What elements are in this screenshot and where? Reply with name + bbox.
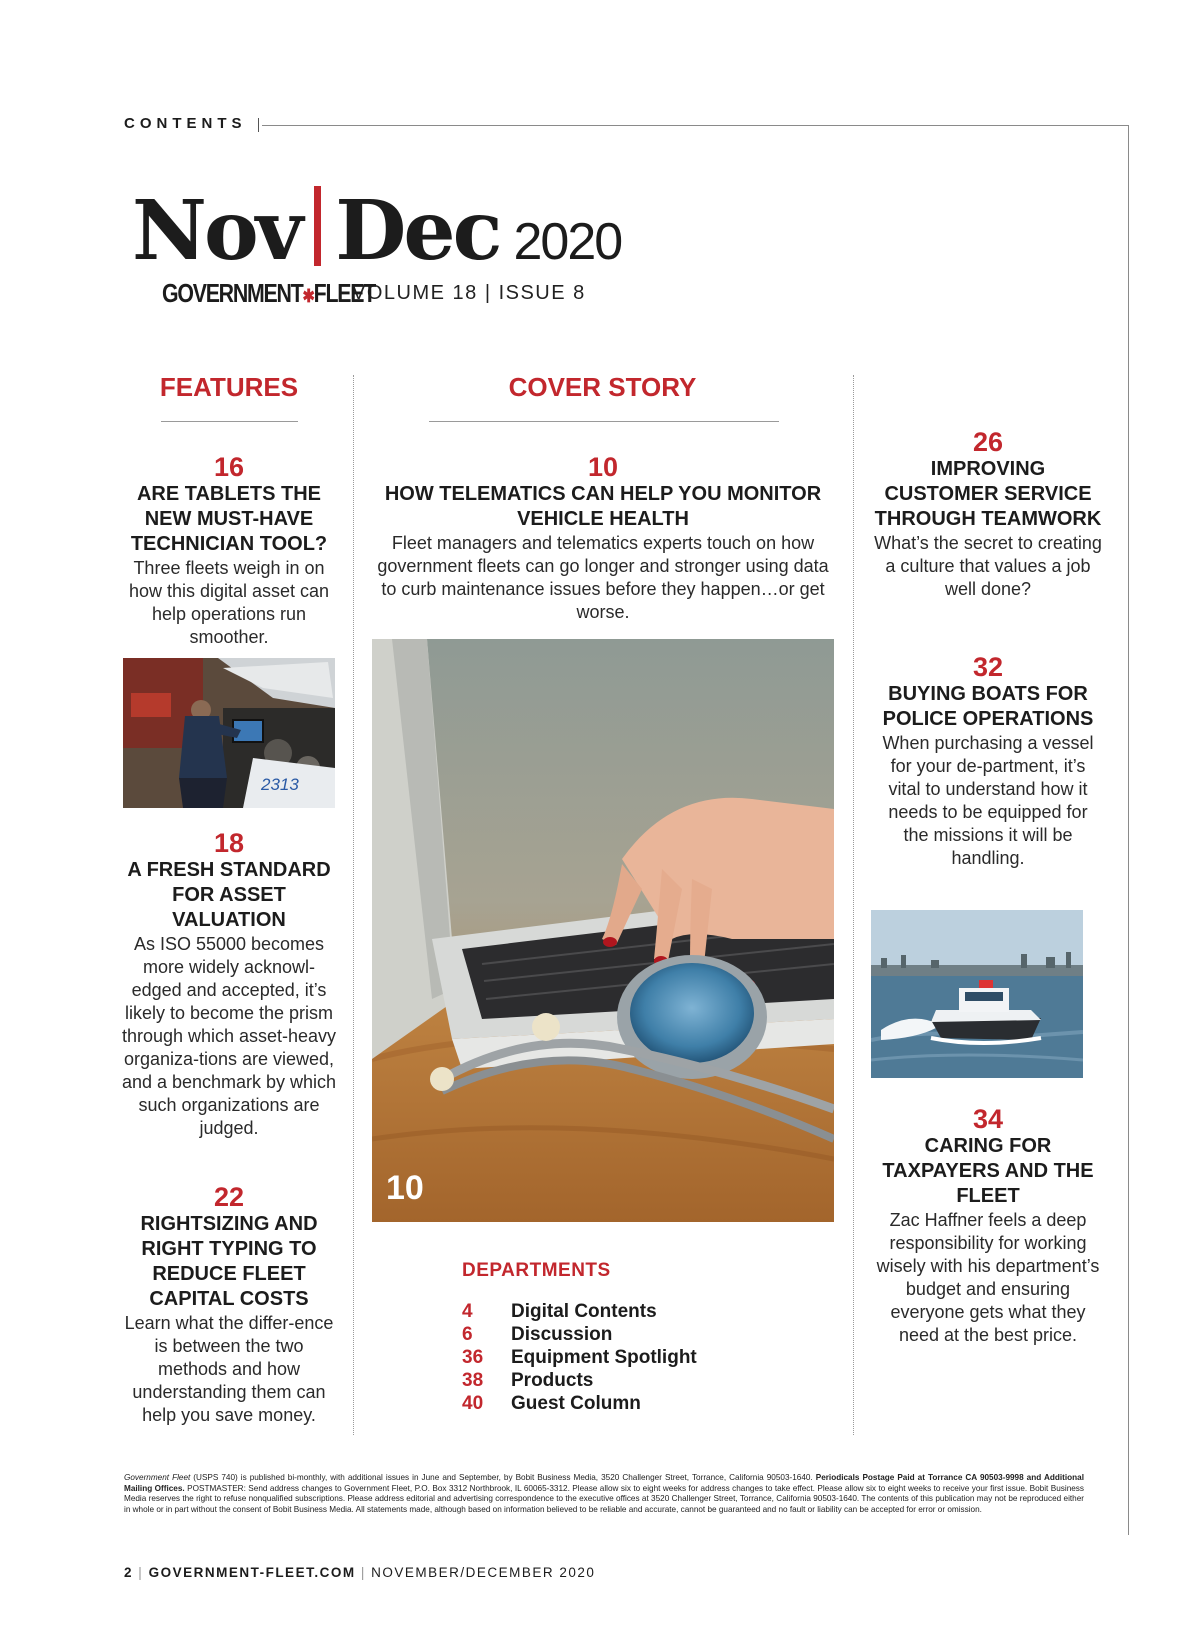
cover-story-rule xyxy=(429,421,779,422)
story-title: HOW TELEMATICS CAN HELP YOU MONITOR VEHICLE HEALTH xyxy=(384,483,822,530)
story-page-number: 22 xyxy=(213,1182,245,1212)
story-page-number: 34 xyxy=(972,1104,1004,1134)
department-page: 4 xyxy=(462,1301,473,1322)
department-page: 38 xyxy=(462,1370,484,1391)
cover-story-heading: COVER STORY xyxy=(508,372,697,402)
police-boat-illustration xyxy=(871,910,1083,1078)
footer-page-number: 2 xyxy=(124,1565,134,1580)
department-label: Discussion xyxy=(511,1324,613,1345)
feature-story-32[interactable] xyxy=(866,652,1110,870)
department-page: 40 xyxy=(462,1393,484,1414)
legal-pub-name: Government Fleet xyxy=(124,1473,191,1482)
cover-laptop-stethoscope-photo xyxy=(372,639,834,1222)
department-item-guest-column[interactable] xyxy=(462,1392,641,1415)
department-item-digital-contents[interactable] xyxy=(462,1300,657,1323)
story-title: A FRESH STANDARD FOR ASSET VALUATION xyxy=(127,859,331,931)
cover-story-10[interactable] xyxy=(372,452,834,624)
department-item-equipment-spotlight[interactable] xyxy=(462,1346,697,1369)
publication-notice xyxy=(124,1473,1084,1515)
legal-text-b: POSTMASTER: Send address changes to Government Fleet, P.O. Box 3312 Northbrook, IL 60065-3312. Please allow six to eight weeks for address changes to take effect. Please allow six to eight weeks to receive your first issue. Bobit Business Media reserves the right to refuse nonqualified subscriptions. Please address editorial and advertising correspondence to the executive offices at 3520 Challenger Street, Torrance, California 90503-1640. The contents of this publication may not be reproduced either in whole or in part without the consent of Bobit Business Media. All statements made, although based on information believed to be reliable and accurate, cannot be guaranteed and no fault or liability can be accepted for error or omission. xyxy=(124,1483,1084,1514)
department-page: 36 xyxy=(462,1347,484,1368)
issue-title xyxy=(132,172,622,279)
story-title: ARE TABLETS THE NEW MUST-HAVE TECHNICIAN TOOL? xyxy=(130,483,328,555)
story-title: BUYING BOATS FOR POLICE OPERATIONS xyxy=(882,683,1094,730)
cover-photo-page-label: 10 xyxy=(386,1169,424,1207)
technician-tablet-photo xyxy=(123,658,335,808)
story-title: RIGHTSIZING AND RIGHT TYPING TO REDUCE FLEET CAPITAL COSTS xyxy=(140,1213,318,1310)
story-summary: Zac Haffner feels a deep responsibility for working wisely with his department’s budget and ensuring everyone gets what they need at the best price. xyxy=(876,1210,1100,1345)
story-page-number: 26 xyxy=(972,427,1004,457)
story-page-number: 16 xyxy=(213,452,245,482)
column-divider-left xyxy=(353,375,354,1435)
volume-issue: VOLUME 18 | ISSUE 8 xyxy=(352,282,586,304)
feature-story-18[interactable] xyxy=(120,828,338,1140)
legal-bold-a: Periodicals Postage Paid at Torrance CA 90503-9998 and Additional Mailing Offices. xyxy=(124,1473,1084,1493)
story-title: IMPROVING CUSTOMER SERVICE THROUGH TEAMWORK xyxy=(874,458,1102,530)
story-summary: As ISO 55000 becomes more widely acknowl-edged and accepted, it’s likely to become the prism through which asset-heavy organiza-tions are viewed, and a benchmark by which such organizations are judged. xyxy=(121,934,337,1138)
brand-row xyxy=(162,278,586,309)
story-summary: What’s the secret to creating a culture that values a job well done? xyxy=(874,533,1102,599)
logo-star-icon: ✱ xyxy=(302,286,314,306)
department-item-products[interactable] xyxy=(462,1369,593,1392)
department-page: 6 xyxy=(462,1324,473,1345)
header-rule xyxy=(262,125,1128,126)
logo-word-government: GOVERNMENT xyxy=(162,278,303,308)
story-title: CARING FOR TAXPAYERS AND THE FLEET xyxy=(882,1135,1094,1207)
police-boat-photo xyxy=(871,910,1083,1078)
feature-story-16[interactable] xyxy=(120,452,338,649)
feature-story-22[interactable] xyxy=(120,1182,338,1427)
legal-text-a: (USPS 740) is published bi-monthly, with additional issues in June and September, by Bobit Business Media, 3520 Challenger Street, Torrance, California 90503-1640. xyxy=(190,1473,816,1482)
issue-year: 2020 xyxy=(513,213,622,271)
features-heading: FEATURES xyxy=(159,372,299,402)
department-label: Guest Column xyxy=(511,1393,641,1414)
page-footer: 2 | GOVERNMENT-FLEET.COM | NOVEMBER/DECEMBER 2020 xyxy=(124,1565,596,1580)
footer-site-link[interactable]: GOVERNMENT-FLEET.COM xyxy=(148,1565,356,1580)
title-divider-bar xyxy=(314,186,321,266)
page-border-right xyxy=(1128,125,1129,1535)
column-divider-right xyxy=(853,375,854,1435)
government-fleet-logo xyxy=(162,278,376,309)
departments-heading: DEPARTMENTS xyxy=(462,1260,611,1281)
department-label: Equipment Spotlight xyxy=(511,1347,697,1368)
story-summary: Learn what the differ-ence is between the two methods and how understanding them can help you save money. xyxy=(124,1313,334,1425)
cover-photo-illustration xyxy=(372,639,834,1222)
issue-month-dec: Dec xyxy=(335,183,500,279)
issue-month-nov: Nov xyxy=(132,183,301,279)
department-label: Products xyxy=(511,1370,594,1391)
story-summary: When purchasing a vessel for your de-partment, it’s vital to understand how it needs to be equipped for the missions it will be handling. xyxy=(882,733,1094,868)
story-page-number: 18 xyxy=(213,828,245,858)
header-rule-tick xyxy=(258,118,259,132)
vehicle-number-label: 2313 xyxy=(261,775,299,794)
contents-label: CONTENTS xyxy=(124,115,247,132)
story-summary: Fleet managers and telematics experts touch on how government fleets can go longer and stronger using data to curb maintenance issues before they happen…or get worse. xyxy=(377,533,829,622)
feature-story-26[interactable] xyxy=(872,427,1104,601)
footer-issue-date: NOVEMBER/DECEMBER 2020 xyxy=(371,1565,596,1580)
story-page-number: 32 xyxy=(972,652,1004,682)
department-item-discussion[interactable] xyxy=(462,1323,612,1346)
story-page-number: 10 xyxy=(587,452,619,482)
department-label: Digital Contents xyxy=(511,1301,657,1322)
feature-story-34[interactable] xyxy=(872,1104,1104,1347)
story-summary: Three fleets weigh in on how this digital asset can help operations run smoother. xyxy=(128,558,330,647)
logo-word-fleet: FLEET xyxy=(313,278,376,308)
features-rule xyxy=(161,421,298,422)
technician-photo-illustration xyxy=(123,658,335,808)
